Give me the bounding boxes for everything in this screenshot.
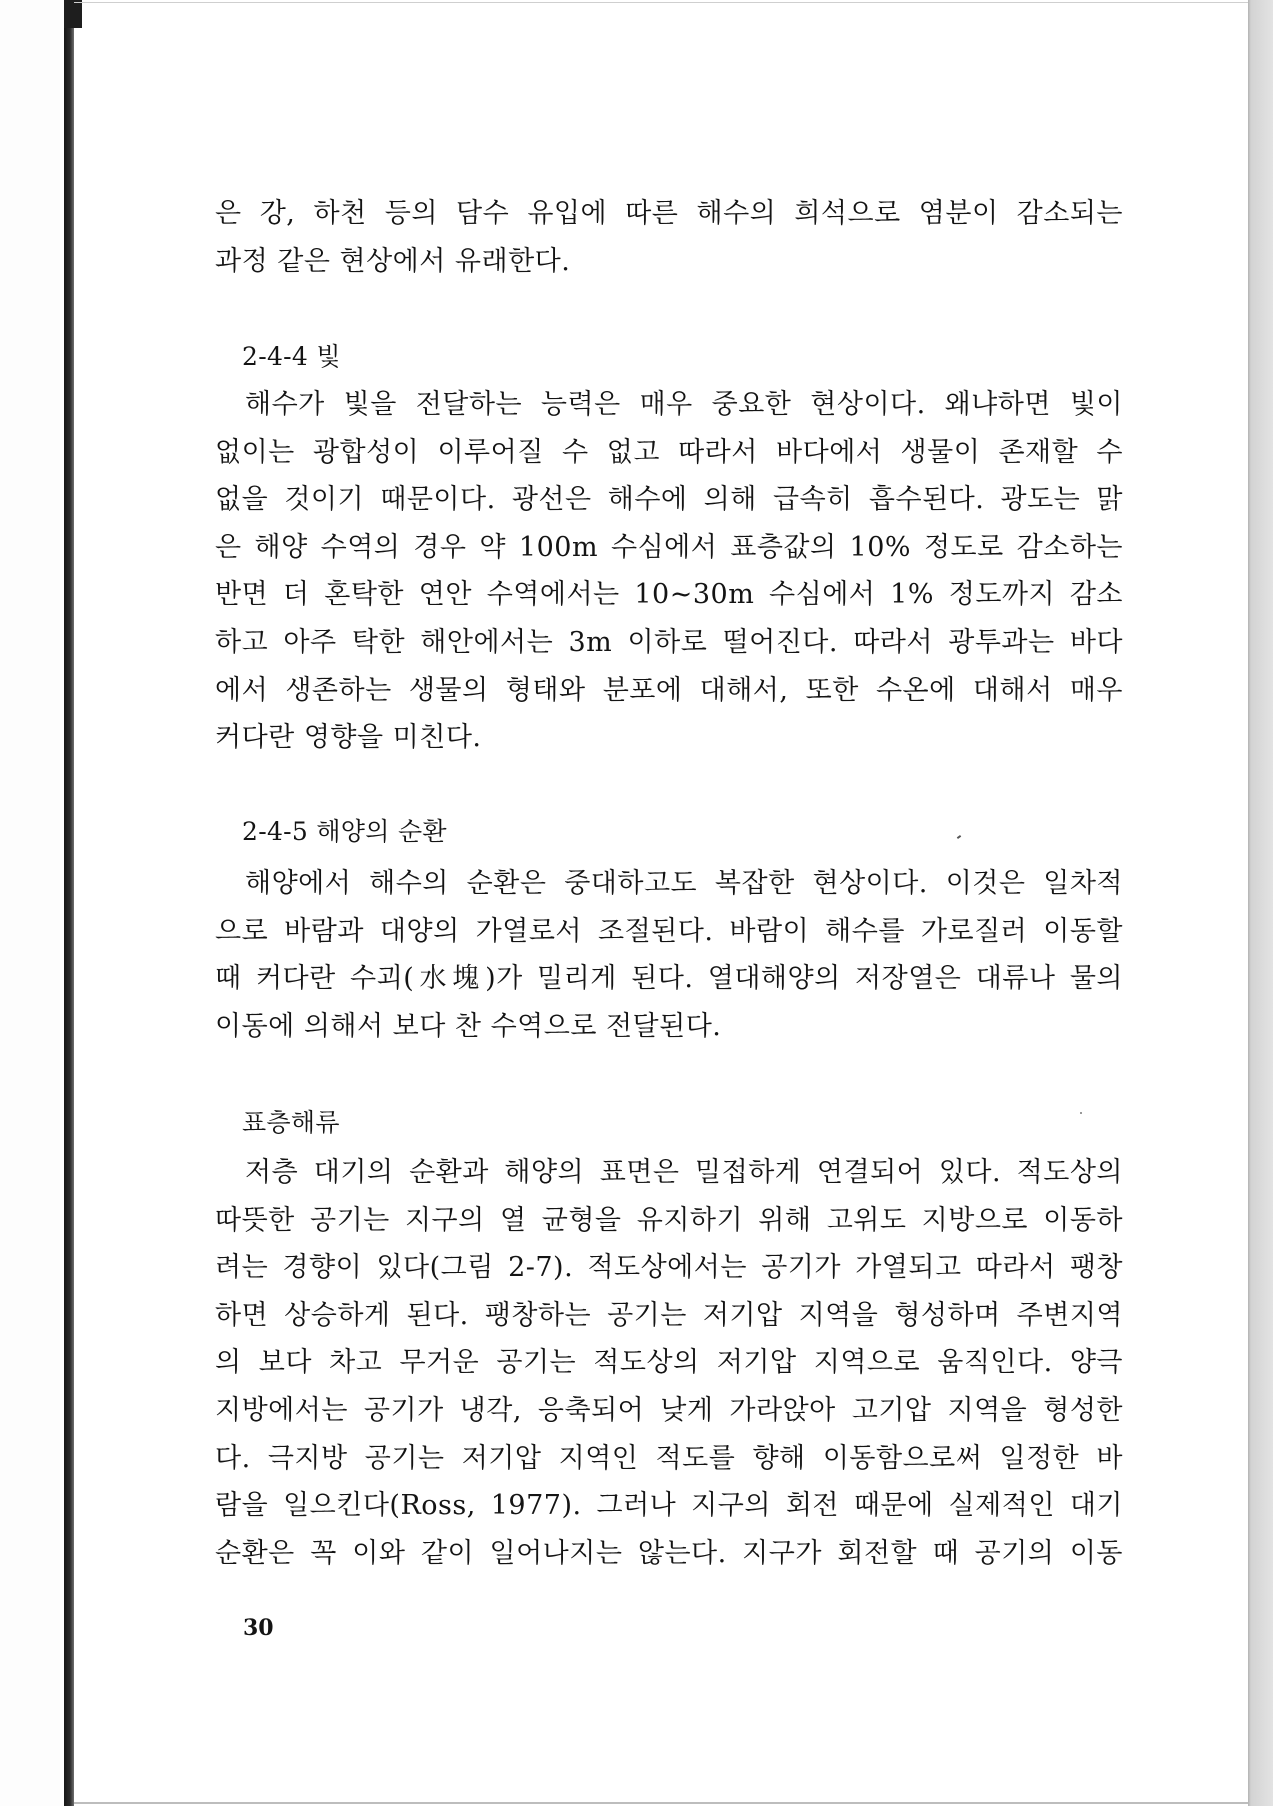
text-line: 지방에서는 공기가 냉각, 응축되어 낮게 가라앉아 고기압 지역을 형성한 xyxy=(215,1394,1123,1426)
text-line: 려는 경향이 있다(그림 2-7). 적도상에서는 공기가 가열되고 따라서 팽창 xyxy=(215,1252,1123,1284)
text-line: 으로 바람과 대양의 가열로서 조절된다. 바람이 해수를 가로질러 이동할 xyxy=(215,915,1123,947)
text-line: 은 해양 수역의 경우 약 100m 수심에서 표층값의 10% 정도로 감소하는 xyxy=(215,531,1123,563)
text-line: 따뜻한 공기는 지구의 열 균형을 유지하기 위해 고위도 지방으로 이동하 xyxy=(215,1204,1123,1236)
text-line: 순환은 꼭 이와 같이 일어나지는 않는다. 지구가 회전할 때 공기의 이동 xyxy=(215,1537,1123,1569)
section-paragraph-ocean-circulation xyxy=(215,860,1123,1050)
section-heading-surface-currents: 표층해류 xyxy=(242,1108,340,1137)
text-line: 반면 더 혼탁한 연안 수역에서는 10~30m 수심에서 1% 정도까지 감소 xyxy=(215,579,1123,611)
continuation-paragraph xyxy=(215,190,1123,285)
section-paragraph-surface-currents xyxy=(215,1149,1123,1577)
text-line: 람을 일으킨다(Ross, 1977). 그러나 지구의 회전 때문에 실제적인 대기 xyxy=(215,1490,1123,1522)
text-line: 은 강, 하천 등의 담수 유입에 따른 해수의 희석으로 염분이 감소되는 xyxy=(215,198,1123,229)
text-line: 없을 것이기 때문이다. 광선은 해수에 의해 급속히 흡수된다. 광도는 맑 xyxy=(215,484,1123,516)
text-line: 커다란 영향을 미친다. xyxy=(215,722,482,754)
page-top-edge xyxy=(74,2,1248,3)
section-paragraph-light xyxy=(215,381,1123,762)
page-spine-shadow xyxy=(64,0,74,1806)
text-line: 해수가 빛을 전달하는 능력은 매우 중요한 현상이다. 왜냐하면 빛이 xyxy=(245,389,1123,420)
page-bottom-edge xyxy=(74,1802,1248,1804)
text-line: 하면 상승하게 된다. 팽창하는 공기는 저기압 지역을 형성하며 주변지역 xyxy=(215,1299,1123,1331)
page-corner-shadow xyxy=(64,0,82,28)
text-line: 하고 아주 탁한 해안에서는 3m 이하로 떨어진다. 따라서 광투과는 바다 xyxy=(215,626,1123,658)
text-line: 의 보다 차고 무거운 공기는 적도상의 저기압 지역으로 움직인다. 양극 xyxy=(215,1347,1123,1379)
text-line: 에서 생존하는 생물의 형태와 분포에 대해서, 또한 수온에 대해서 매우 xyxy=(215,674,1123,706)
page-number: 30 xyxy=(243,1615,274,1641)
text-line: 없이는 광합성이 이루어질 수 없고 따라서 바다에서 생물이 존재할 수 xyxy=(215,436,1123,468)
section-heading-ocean-circulation: 2-4-5 해양의 순환 xyxy=(242,817,447,846)
section-heading-light: 2-4-4 빛 xyxy=(242,342,341,371)
text-line: 때 커다란 수괴(水塊)가 밀리게 된다. 열대해양의 저장열은 대류나 물의 xyxy=(215,963,1123,995)
text-line: 해양에서 해수의 순환은 중대하고도 복잡한 현상이다. 이것은 일차적 xyxy=(245,868,1123,899)
text-line: 이동에 의해서 보다 찬 수역으로 전달된다. xyxy=(215,1010,722,1042)
text-line: 다. 극지방 공기는 저기압 지역인 적도를 향해 이동함으로써 일정한 바 xyxy=(215,1442,1123,1474)
text-line: 저층 대기의 순환과 해양의 표면은 밀접하게 연결되어 있다. 적도상의 xyxy=(245,1157,1123,1188)
page-right-edge xyxy=(1248,0,1273,1806)
scan-speck xyxy=(1080,1112,1082,1114)
scan-outer-margin xyxy=(0,0,64,1806)
text-line: 과정 같은 현상에서 유래한다. xyxy=(215,245,571,277)
